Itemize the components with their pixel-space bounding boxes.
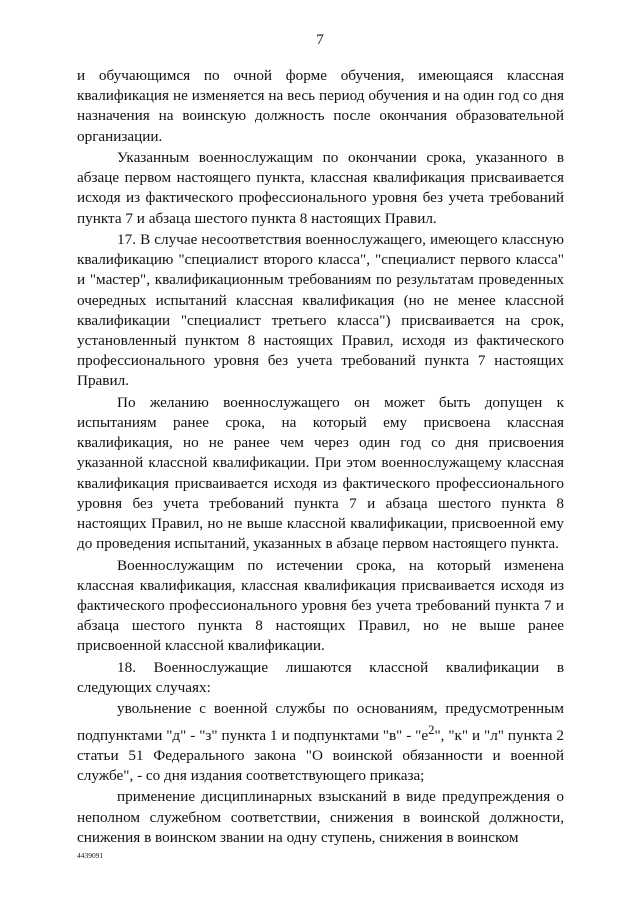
paragraph-6: 18. Военнослужащие лишаются классной квалификации в следующих случаях: [77,658,564,697]
dismissal-text-end: ", "к" и "л" пункта 2 статьи 51 Федерального закона "О воинской обязанности и военной службе", - со дня издания соответствующего приказа; [77,726,564,785]
dismissal-text-start: увольнение с военной службы по основаниям, предусмотренным подпунктами "д" - "з" пункта 1 и подпунктами "в" - "е [77,700,564,744]
paragraph-5: Военнослужащим по истечении срока, на который изменена классная квалификация, классная квалификация присваивается исходя из фактического профессионального уровня без учета требований пункта 7 и абзаца шестого пункта 8 настоящих Правил, но не выше ранее присвоенной классной квалификации. [77,556,564,655]
superscript-mark: 2 [428,722,435,737]
paragraph-3: 17. В случае несоответствия военнослужащего, имеющего классную квалификацию "специалист второго класса", "специалист первого класса" и "мастер", квалификационным требованиям по результатам проведенных очередных испытаний классная квалификация (но не менее классной квалификации "специалист третьего класса") присваивается на срок, установленный пунктом 8 настоящих Правил, исходя из фактического профессионального уровня без учета требований пункта 7 настоящих Правил. [77,231,564,390]
paragraph-7 [77,699,564,786]
paragraph-8: применение дисциплинарных взысканий в виде предупреждения о неполном служебном соответствии, снижения в воинской должности, снижения в воинском звании на одну ступень, снижения в воинском [77,788,564,846]
document-code: 4439091 [77,851,104,860]
paragraph-1: и обучающимся по очной форме обучения, имеющаяся классная квалификация не изменяется на весь период обучения и на один год со дня назначения на воинскую должность после окончания образовательной организации. [77,67,564,145]
paragraph-4: По желанию военнослужащего он может быть допущен к испытаниям ранее срока, на который ему присвоена классная квалификация, но не ранее чем через один год со дня присвоения указанной классной квалификации. При этом военнослужащему классная квалификация присваивается исходя из фактического профессионального уровня без учета требований пункта 7 и абзаца шестого пункта 8 настоящих Правил, но не выше классной квалификации, присвоенной ему до проведения испытаний, указанных в абзаце первом настоящего пункта. [77,393,564,553]
paragraph-2: Указанным военнослужащим по окончании срока, указанного в абзаце первом настоящего пункта, классная квалификация присваивается исходя из фактического профессионального уровня без учета требований пункта 7 и абзаца шестого пункта 8 настоящих Правил. [77,149,564,227]
page-number: 7 [316,32,324,48]
body-text [77,66,564,849]
